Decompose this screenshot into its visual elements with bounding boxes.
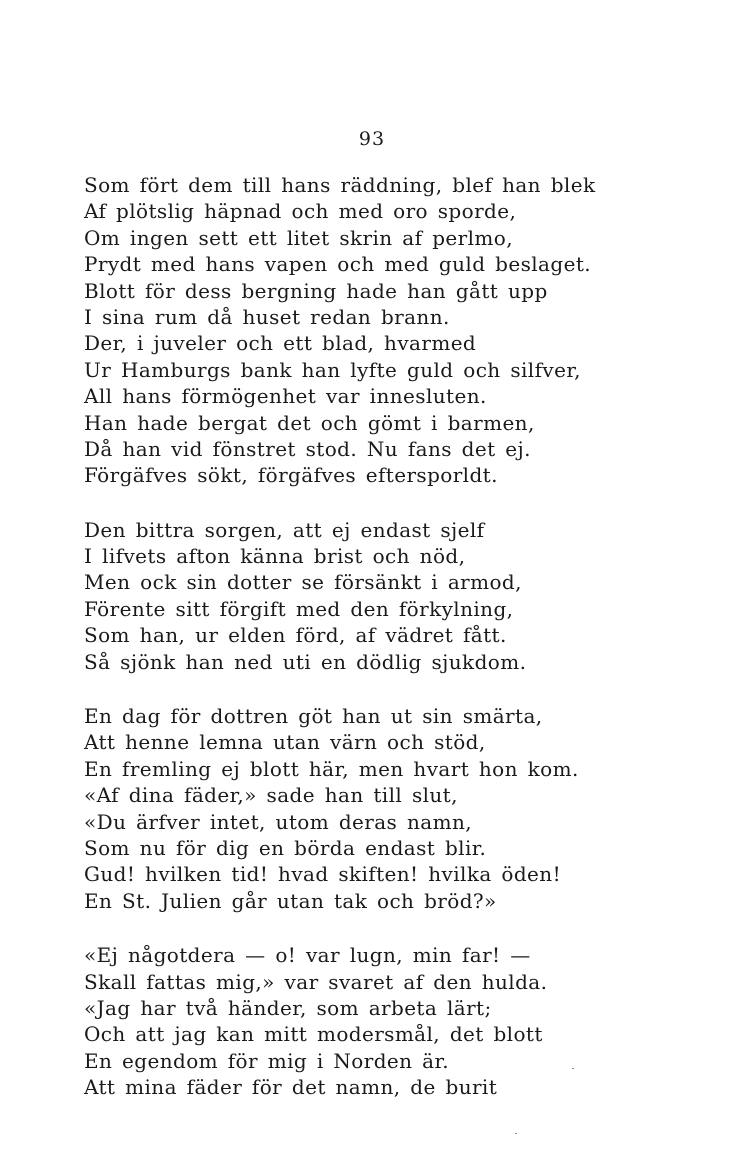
stanza-4 — [84, 942, 704, 1100]
verse-line: Om ingen sett ett litet skrin af perlmo, — [84, 225, 513, 250]
verse-line: Men ock sin dotter se försänkt i armod, — [84, 570, 522, 595]
stanza-2 — [84, 517, 704, 675]
verse-line: Så sjönk han ned uti en dödlig sjukdom. — [84, 649, 527, 674]
verse-line: «Du ärfver intet, utom deras namn, — [84, 809, 472, 834]
verse-line: «Jag har två händer, som arbeta lärt; — [84, 995, 492, 1020]
verse-line: Skall fattas mig,» var svaret af den hulda. — [84, 969, 548, 994]
verse-line: Som nu för dig en börda endast blir. — [84, 835, 487, 860]
verse-line: Af plötslig häpnad och med oro sporde, — [84, 199, 517, 224]
verse-line: Och att jag kan mitt modersmål, det blott — [84, 1022, 543, 1047]
verse-line: Som fört dem till hans räddning, blef han blek — [84, 173, 596, 197]
verse-line: Gud! hvilken tid! hvad skiften! hvilka öden! — [84, 862, 562, 887]
verse-line: Der, i juveler och ett blad, hvarmed — [84, 331, 477, 356]
page-number: 93 — [358, 128, 386, 150]
verse-line: En egendom för mig i Norden är. — [84, 1048, 450, 1073]
verse-line: Som han, ur elden förd, af vädret fått. — [84, 623, 507, 648]
stanza-1 — [84, 172, 704, 489]
verse-line: Då han vid fönstret stod. Nu fans det ej. — [84, 436, 531, 461]
paper-speck — [572, 1068, 574, 1069]
verse-line: Blott för dess bergning hade han gått upp — [84, 278, 548, 303]
verse-line: Förente sitt förgift med den förkylning, — [84, 596, 514, 621]
verse-line: Ur Hamburgs bank han lyfte guld och silfver, — [84, 357, 581, 382]
verse-line: Att henne lemna utan värn och stöd, — [84, 730, 486, 755]
verse-line: Han hade bergat det och gömt i barmen, — [84, 410, 535, 435]
poem-text — [84, 172, 704, 1129]
verse-line: En dag för dottren göt han ut sin smärta, — [84, 704, 543, 729]
paper-speck — [515, 1133, 517, 1134]
stanza-3 — [84, 703, 704, 914]
verse-line: «Af dina fäder,» sade han till slut, — [84, 783, 458, 808]
verse-line: Den bittra sorgen, att ej endast sjelf — [84, 517, 485, 542]
verse-line: Förgäfves sökt, förgäfves eftersporldt. — [84, 463, 498, 488]
verse-line: Prydt med hans vapen och med guld beslaget. — [84, 252, 592, 277]
verse-line: All hans förmögenhet var innesluten. — [84, 384, 487, 409]
verse-line: En fremling ej blott här, men hvart hon kom. — [84, 756, 579, 781]
verse-line: «Ej någotdera — o! var lugn, min far! — — [84, 943, 531, 968]
verse-line: I lifvets afton känna brist och nöd, — [84, 544, 466, 569]
verse-line: Att mina fäder för det namn, de burit — [84, 1075, 498, 1100]
verse-line: I sina rum då huset redan brann. — [84, 304, 450, 329]
verse-line: En St. Julien går utan tak och bröd?» — [84, 888, 497, 913]
